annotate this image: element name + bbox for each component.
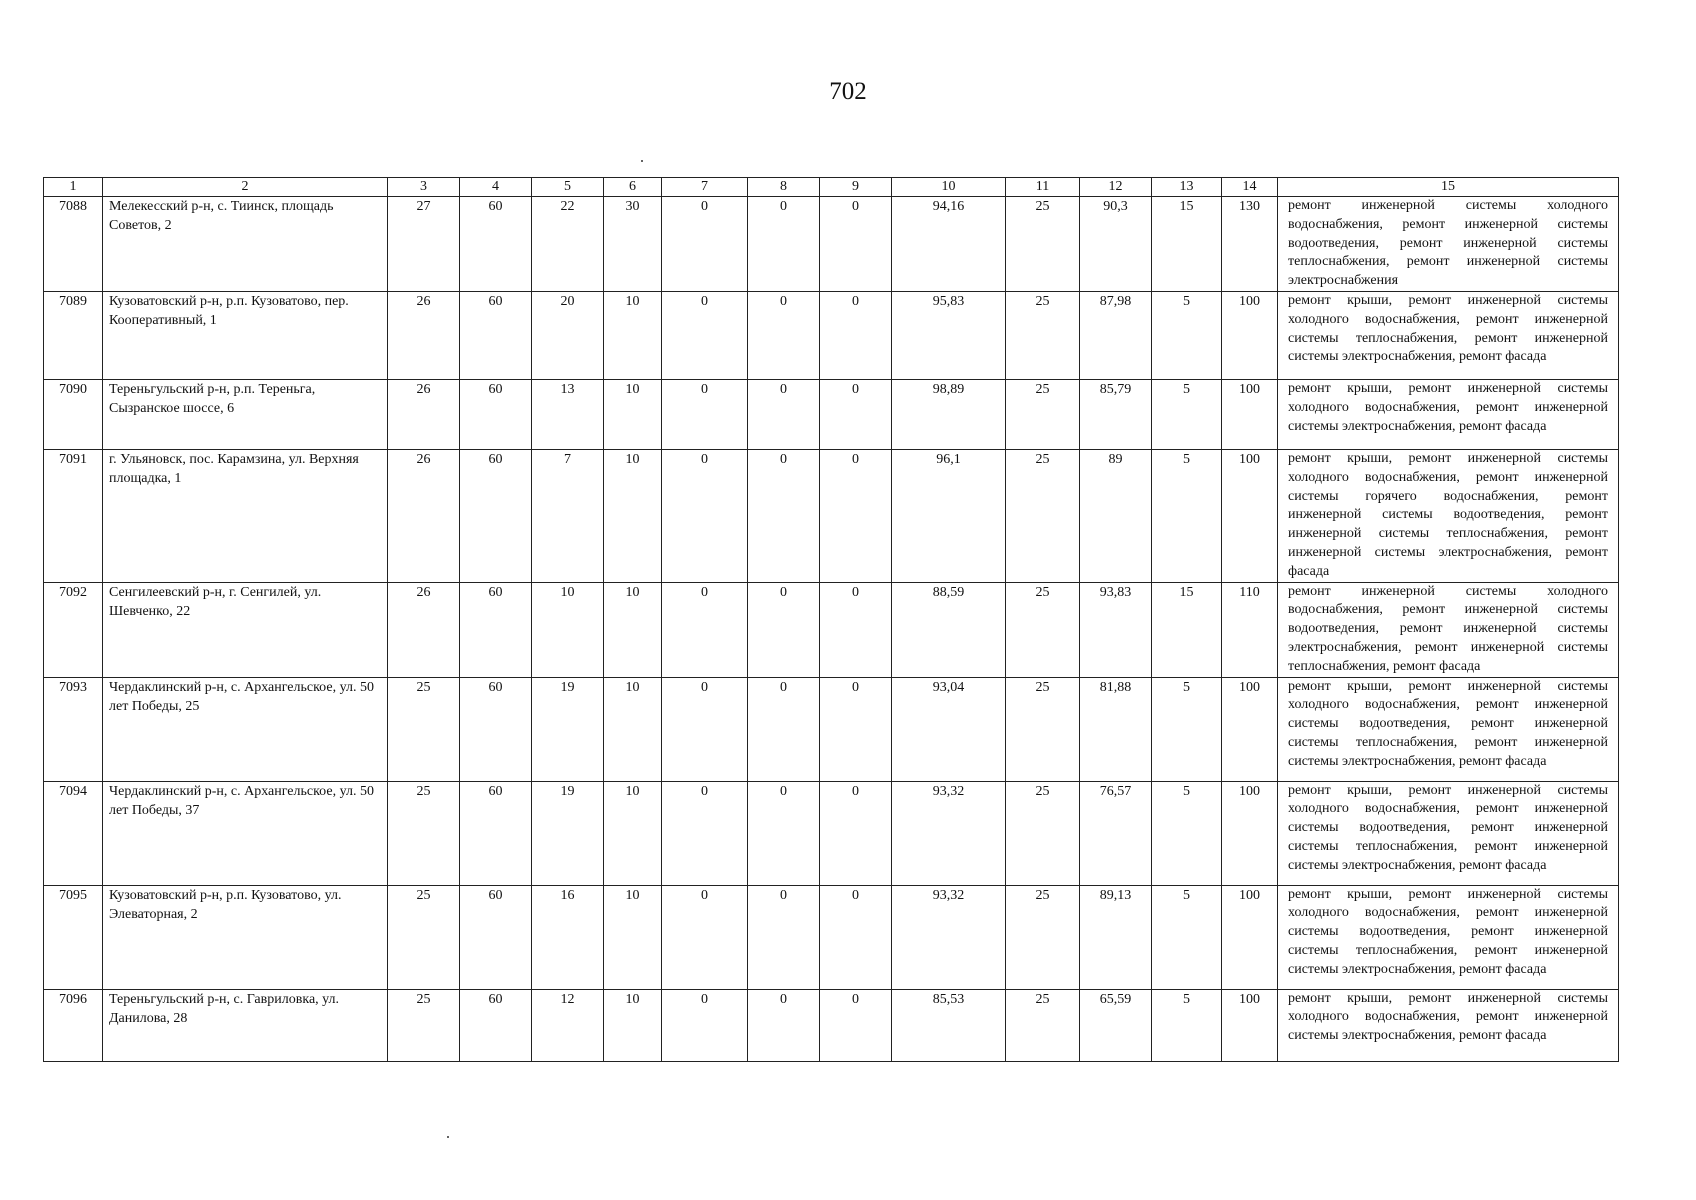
value-cell: 76,57 xyxy=(1080,781,1152,885)
record-id-cell: 7096 xyxy=(44,989,103,1061)
address-cell: Мелекесский р-н, с. Тиинск, площадь Советов, 2 xyxy=(103,197,388,292)
value-cell: 5 xyxy=(1152,379,1222,449)
value-cell: 0 xyxy=(662,197,748,292)
value-cell: 90,3 xyxy=(1080,197,1152,292)
table-row xyxy=(44,379,1619,449)
column-number-cell: 14 xyxy=(1222,178,1278,197)
value-cell: 94,16 xyxy=(892,197,1006,292)
works-list-cell: ремонт крыши, ремонт инженерной системы холодного водоснабжения, ремонт инженерной системы водоотведения, ремонт инженерной системы теплоснабжения, ремонт инженерной системы электроснабжения, ремонт фасада xyxy=(1278,885,1619,989)
value-cell: 15 xyxy=(1152,197,1222,292)
value-cell: 5 xyxy=(1152,781,1222,885)
value-cell: 100 xyxy=(1222,677,1278,781)
value-cell: 16 xyxy=(532,885,604,989)
value-cell: 96,1 xyxy=(892,449,1006,582)
column-number-cell: 8 xyxy=(748,178,820,197)
address-cell: г. Ульяновск, пос. Карамзина, ул. Верхняя площадка, 1 xyxy=(103,449,388,582)
value-cell: 88,59 xyxy=(892,582,1006,677)
record-id-cell: 7094 xyxy=(44,781,103,885)
value-cell: 20 xyxy=(532,291,604,379)
value-cell: 0 xyxy=(748,582,820,677)
scan-speck xyxy=(447,1136,449,1138)
value-cell: 0 xyxy=(748,989,820,1061)
column-number-cell: 3 xyxy=(388,178,460,197)
value-cell: 5 xyxy=(1152,291,1222,379)
value-cell: 81,88 xyxy=(1080,677,1152,781)
value-cell: 0 xyxy=(820,781,892,885)
value-cell: 5 xyxy=(1152,989,1222,1061)
value-cell: 25 xyxy=(1006,449,1080,582)
value-cell: 0 xyxy=(748,449,820,582)
value-cell: 93,32 xyxy=(892,781,1006,885)
value-cell: 25 xyxy=(388,677,460,781)
value-cell: 0 xyxy=(748,885,820,989)
value-cell: 130 xyxy=(1222,197,1278,292)
value-cell: 5 xyxy=(1152,885,1222,989)
value-cell: 85,79 xyxy=(1080,379,1152,449)
value-cell: 0 xyxy=(820,989,892,1061)
record-id-cell: 7088 xyxy=(44,197,103,292)
value-cell: 25 xyxy=(1006,582,1080,677)
column-number-cell: 9 xyxy=(820,178,892,197)
value-cell: 15 xyxy=(1152,582,1222,677)
value-cell: 0 xyxy=(748,781,820,885)
value-cell: 25 xyxy=(388,781,460,885)
value-cell: 25 xyxy=(388,989,460,1061)
value-cell: 60 xyxy=(460,885,532,989)
table-row xyxy=(44,677,1619,781)
value-cell: 0 xyxy=(748,379,820,449)
value-cell: 10 xyxy=(604,989,662,1061)
table-row xyxy=(44,291,1619,379)
value-cell: 93,83 xyxy=(1080,582,1152,677)
value-cell: 0 xyxy=(820,449,892,582)
address-cell: Чердаклинский р-н, с. Архангельское, ул. 50 лет Победы, 25 xyxy=(103,677,388,781)
value-cell: 100 xyxy=(1222,885,1278,989)
table-row xyxy=(44,582,1619,677)
works-list-cell: ремонт крыши, ремонт инженерной системы холодного водоснабжения, ремонт инженерной системы водоотведения, ремонт инженерной системы теплоснабжения, ремонт инженерной системы электроснабжения, ремонт фасада xyxy=(1278,677,1619,781)
address-cell: Кузоватовский р-н, р.п. Кузоватово, ул. Элеваторная, 2 xyxy=(103,885,388,989)
address-cell: Кузоватовский р-н, р.п. Кузоватово, пер. Кооперативный, 1 xyxy=(103,291,388,379)
column-number-cell: 15 xyxy=(1278,178,1619,197)
value-cell: 93,32 xyxy=(892,885,1006,989)
record-id-cell: 7090 xyxy=(44,379,103,449)
value-cell: 10 xyxy=(604,885,662,989)
column-number-cell: 1 xyxy=(44,178,103,197)
works-list-cell: ремонт крыши, ремонт инженерной системы холодного водоснабжения, ремонт инженерной системы электроснабжения, ремонт фасада xyxy=(1278,379,1619,449)
works-list-cell: ремонт крыши, ремонт инженерной системы холодного водоснабжения, ремонт инженерной системы электроснабжения, ремонт фасада xyxy=(1278,989,1619,1061)
column-number-cell: 13 xyxy=(1152,178,1222,197)
column-number-cell: 10 xyxy=(892,178,1006,197)
value-cell: 25 xyxy=(1006,197,1080,292)
value-cell: 85,53 xyxy=(892,989,1006,1061)
column-number-cell: 11 xyxy=(1006,178,1080,197)
works-list-cell: ремонт инженерной системы холодного водоснабжения, ремонт инженерной системы водоотведения, ремонт инженерной системы электроснабжения, ремонт инженерной системы теплоснабжения, ремонт фасада xyxy=(1278,582,1619,677)
value-cell: 100 xyxy=(1222,291,1278,379)
value-cell: 19 xyxy=(532,781,604,885)
value-cell: 10 xyxy=(604,449,662,582)
column-number-cell: 2 xyxy=(103,178,388,197)
value-cell: 26 xyxy=(388,379,460,449)
works-list-cell: ремонт крыши, ремонт инженерной системы холодного водоснабжения, ремонт инженерной системы водоотведения, ремонт инженерной системы теплоснабжения, ремонт инженерной системы электроснабжения, ремонт фасада xyxy=(1278,781,1619,885)
value-cell: 60 xyxy=(460,379,532,449)
value-cell: 25 xyxy=(1006,989,1080,1061)
value-cell: 27 xyxy=(388,197,460,292)
record-id-cell: 7089 xyxy=(44,291,103,379)
record-id-cell: 7091 xyxy=(44,449,103,582)
value-cell: 19 xyxy=(532,677,604,781)
value-cell: 0 xyxy=(748,197,820,292)
value-cell: 26 xyxy=(388,582,460,677)
value-cell: 60 xyxy=(460,582,532,677)
value-cell: 60 xyxy=(460,291,532,379)
value-cell: 0 xyxy=(662,677,748,781)
address-cell: Тереньгульский р-н, р.п. Тереньга, Сызранское шоссе, 6 xyxy=(103,379,388,449)
works-list-cell: ремонт инженерной системы холодного водоснабжения, ремонт инженерной системы водоотведения, ремонт инженерной системы теплоснабжения, ремонт инженерной системы электроснабжения xyxy=(1278,197,1619,292)
value-cell: 7 xyxy=(532,449,604,582)
value-cell: 100 xyxy=(1222,379,1278,449)
address-cell: Чердаклинский р-н, с. Архангельское, ул. 50 лет Победы, 37 xyxy=(103,781,388,885)
table-row xyxy=(44,989,1619,1061)
value-cell: 87,98 xyxy=(1080,291,1152,379)
value-cell: 0 xyxy=(662,781,748,885)
value-cell: 0 xyxy=(748,291,820,379)
column-number-cell: 7 xyxy=(662,178,748,197)
column-number-cell: 4 xyxy=(460,178,532,197)
value-cell: 0 xyxy=(662,582,748,677)
table-row xyxy=(44,885,1619,989)
record-id-cell: 7095 xyxy=(44,885,103,989)
value-cell: 25 xyxy=(1006,781,1080,885)
value-cell: 89,13 xyxy=(1080,885,1152,989)
value-cell: 22 xyxy=(532,197,604,292)
record-id-cell: 7092 xyxy=(44,582,103,677)
scan-speck xyxy=(641,160,643,162)
value-cell: 89 xyxy=(1080,449,1152,582)
value-cell: 13 xyxy=(532,379,604,449)
value-cell: 10 xyxy=(604,781,662,885)
value-cell: 10 xyxy=(604,379,662,449)
value-cell: 0 xyxy=(820,197,892,292)
value-cell: 0 xyxy=(662,885,748,989)
value-cell: 65,59 xyxy=(1080,989,1152,1061)
column-number-row xyxy=(44,178,1619,197)
column-number-cell: 12 xyxy=(1080,178,1152,197)
value-cell: 0 xyxy=(820,885,892,989)
works-list-cell: ремонт крыши, ремонт инженерной системы холодного водоснабжения, ремонт инженерной системы горячего водоснабжения, ремонт инженерной системы водоотведения, ремонт инженерной системы теплоснабжения, ремонт инженерной системы электроснабжения, ремонт фасада xyxy=(1278,449,1619,582)
value-cell: 60 xyxy=(460,989,532,1061)
value-cell: 25 xyxy=(1006,885,1080,989)
address-cell: Тереньгульский р-н, с. Гавриловка, ул. Данилова, 28 xyxy=(103,989,388,1061)
value-cell: 25 xyxy=(1006,291,1080,379)
value-cell: 100 xyxy=(1222,449,1278,582)
value-cell: 0 xyxy=(820,379,892,449)
table-row xyxy=(44,197,1619,292)
works-list-cell: ремонт крыши, ремонт инженерной системы холодного водоснабжения, ремонт инженерной системы теплоснабжения, ремонт инженерной системы электроснабжения, ремонт фасада xyxy=(1278,291,1619,379)
value-cell: 26 xyxy=(388,291,460,379)
value-cell: 0 xyxy=(662,449,748,582)
value-cell: 100 xyxy=(1222,989,1278,1061)
page-number: 702 xyxy=(829,78,867,105)
value-cell: 10 xyxy=(604,291,662,379)
value-cell: 0 xyxy=(662,291,748,379)
table-body xyxy=(44,197,1619,1062)
value-cell: 10 xyxy=(604,582,662,677)
value-cell: 26 xyxy=(388,449,460,582)
value-cell: 60 xyxy=(460,197,532,292)
value-cell: 0 xyxy=(820,291,892,379)
column-number-cell: 5 xyxy=(532,178,604,197)
value-cell: 0 xyxy=(662,379,748,449)
value-cell: 0 xyxy=(748,677,820,781)
table-row xyxy=(44,781,1619,885)
housing-register-table xyxy=(43,177,1619,1062)
value-cell: 60 xyxy=(460,781,532,885)
value-cell: 25 xyxy=(1006,677,1080,781)
value-cell: 25 xyxy=(388,885,460,989)
value-cell: 5 xyxy=(1152,677,1222,781)
value-cell: 12 xyxy=(532,989,604,1061)
record-id-cell: 7093 xyxy=(44,677,103,781)
table-header xyxy=(44,178,1619,197)
table-row xyxy=(44,449,1619,582)
value-cell: 10 xyxy=(532,582,604,677)
value-cell: 10 xyxy=(604,677,662,781)
value-cell: 110 xyxy=(1222,582,1278,677)
value-cell: 25 xyxy=(1006,379,1080,449)
value-cell: 93,04 xyxy=(892,677,1006,781)
value-cell: 0 xyxy=(662,989,748,1061)
value-cell: 60 xyxy=(460,677,532,781)
value-cell: 0 xyxy=(820,677,892,781)
value-cell: 100 xyxy=(1222,781,1278,885)
value-cell: 30 xyxy=(604,197,662,292)
value-cell: 60 xyxy=(460,449,532,582)
value-cell: 95,83 xyxy=(892,291,1006,379)
value-cell: 5 xyxy=(1152,449,1222,582)
value-cell: 98,89 xyxy=(892,379,1006,449)
column-number-cell: 6 xyxy=(604,178,662,197)
value-cell: 0 xyxy=(820,582,892,677)
address-cell: Сенгилеевский р-н, г. Сенгилей, ул. Шевченко, 22 xyxy=(103,582,388,677)
